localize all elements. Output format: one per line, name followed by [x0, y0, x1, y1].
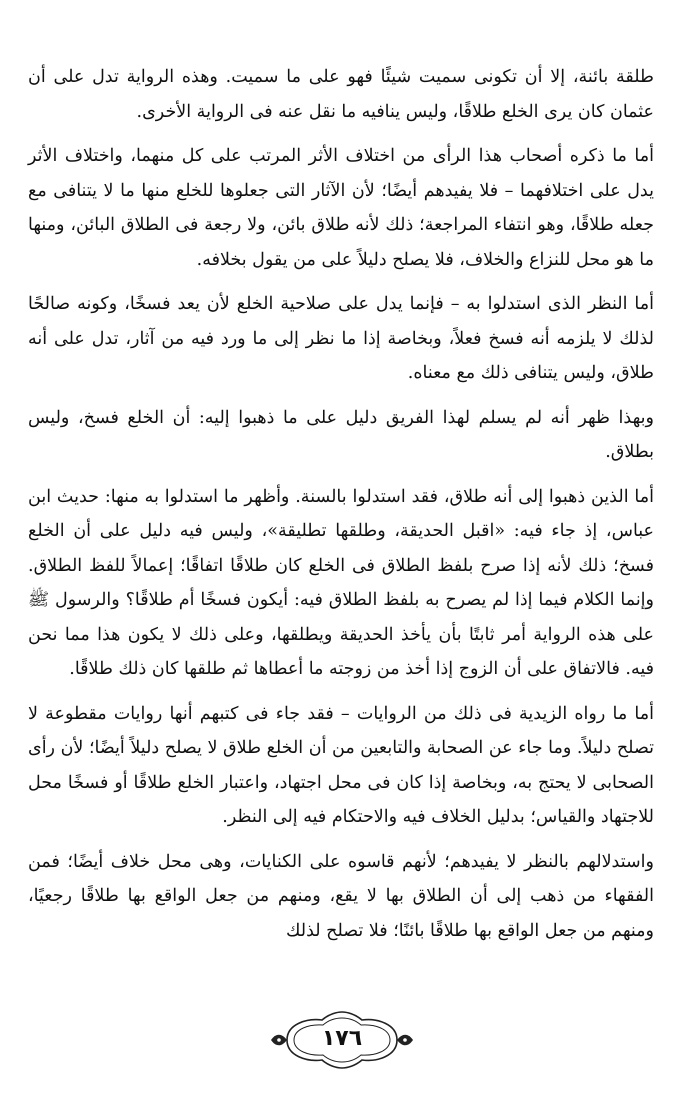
page-number-ornament: [267, 1010, 417, 1070]
body-text: [28, 60, 654, 958]
paragraph-3: أما النظر الذى استدلوا به – فإنما يدل على صلاحية الخلع لأن يعد فسخًا، وكونه صالحًا لذلك لا يلزمه أنه فسخ فعلاً، وبخاصة إذا ما نظر إلى ما ورد فيه من آثار، تدل على أنه طلاق، وليس يتنافى ذلك مع معناه.: [28, 294, 654, 383]
paragraph-6: أما ما رواه الزيدية فى ذلك من الروايات – فقد جاء فى كتبهم أنها روايات مقطوعة لا تصلح دليلاً. وما جاء عن الصحابة والتابعين من أن الخلع طلاق لا يصلح دليلاً أيضًا؛ لأن رأى الصحابى لا يحتج به، وبخاصة إذا كان فى محل اجتهاد، واعتبار الخلع طلاقًا أو فسخًا محل للاجتهاد والقياس؛ بدليل الخلاف فيه والاحتكام فيه إلى النظر.: [28, 703, 654, 827]
paragraph-2: أما ما ذكره أصحاب هذا الرأى من اختلاف الأثر المرتب على كل منهما، واختلاف الأثر يدل على اختلافهما – فلا يفيدهم أيضًا؛ لأن الآثار التى جعلوها للخلع منها ما لا يتنافى مع جعله طلاقًا، وهو انتفاء المراجعة؛ ذلك لأنه طلاق بائن، ولا رجعة فى الطلاق البائن، ومنها ما هو محل للنزاع والخلاف، فلا يصلح دليلاً على من يقول بخلافه.: [28, 146, 655, 270]
paragraph-5: أما الذين ذهبوا إلى أنه طلاق، فقد استدلوا بالسنة. وأظهر ما استدلوا به منها: حديث ابن عباس، إذ جاء فيه: «اقبل الحديقة، وطلقها تطليقة»، وليس فيه دليل على أن الخلع فسخ؛ ذلك لأنه إذا صرح بلفظ الطلاق فى الخلع كان طلاقًا اتفاقًا؛ إعمالاً للفظ الطلاق. وإنما الكلام فيما إذا لم يصرح به بلفظ الطلاق فيه: أيكون فسخًا أم طلاقًا؟ والرسول ﷺ على هذه الرواية أمر ثابتًا بأن يأخذ الحديقة ويطلقها، وعلى ذلك لا يكون هذا مما نحن فيه. فالاتفاق على أن الزوج إذا أخذ من زوجته ما أعطاها ثم طلقها كان ذلك طلاقًا.: [28, 486, 654, 679]
paragraph-1: طلقة بائنة، إلا أن تكونى سميت شيئًا فهو على ما سميت. وهذه الرواية تدل على أن عثمان كان يرى الخلع طلاقًا، وليس ينافيه ما نقل عنه فى الرواية الأخرى.: [28, 67, 654, 122]
paragraph-7: واستدلالهم بالنظر لا يفيدهم؛ لأنهم قاسوه على الكنايات، وهى محل خلاف أيضًا؛ فمن الفقهاء من ذهب إلى أن الطلاق بها لا يقع، ومنهم من جعل الواقع بها طلاقًا رجعيًا، ومنهم من جعل الواقع بها طلاقًا بائنًا؛ فلا تصلح لذلك: [28, 851, 654, 941]
page-number: ١٧٦: [321, 1026, 363, 1051]
paragraph-4: وبهذا ظهر أنه لم يسلم لهذا الفريق دليل على ما ذهبوا إليه: أن الخلع فسخ، وليس بطلاق.: [28, 407, 654, 462]
